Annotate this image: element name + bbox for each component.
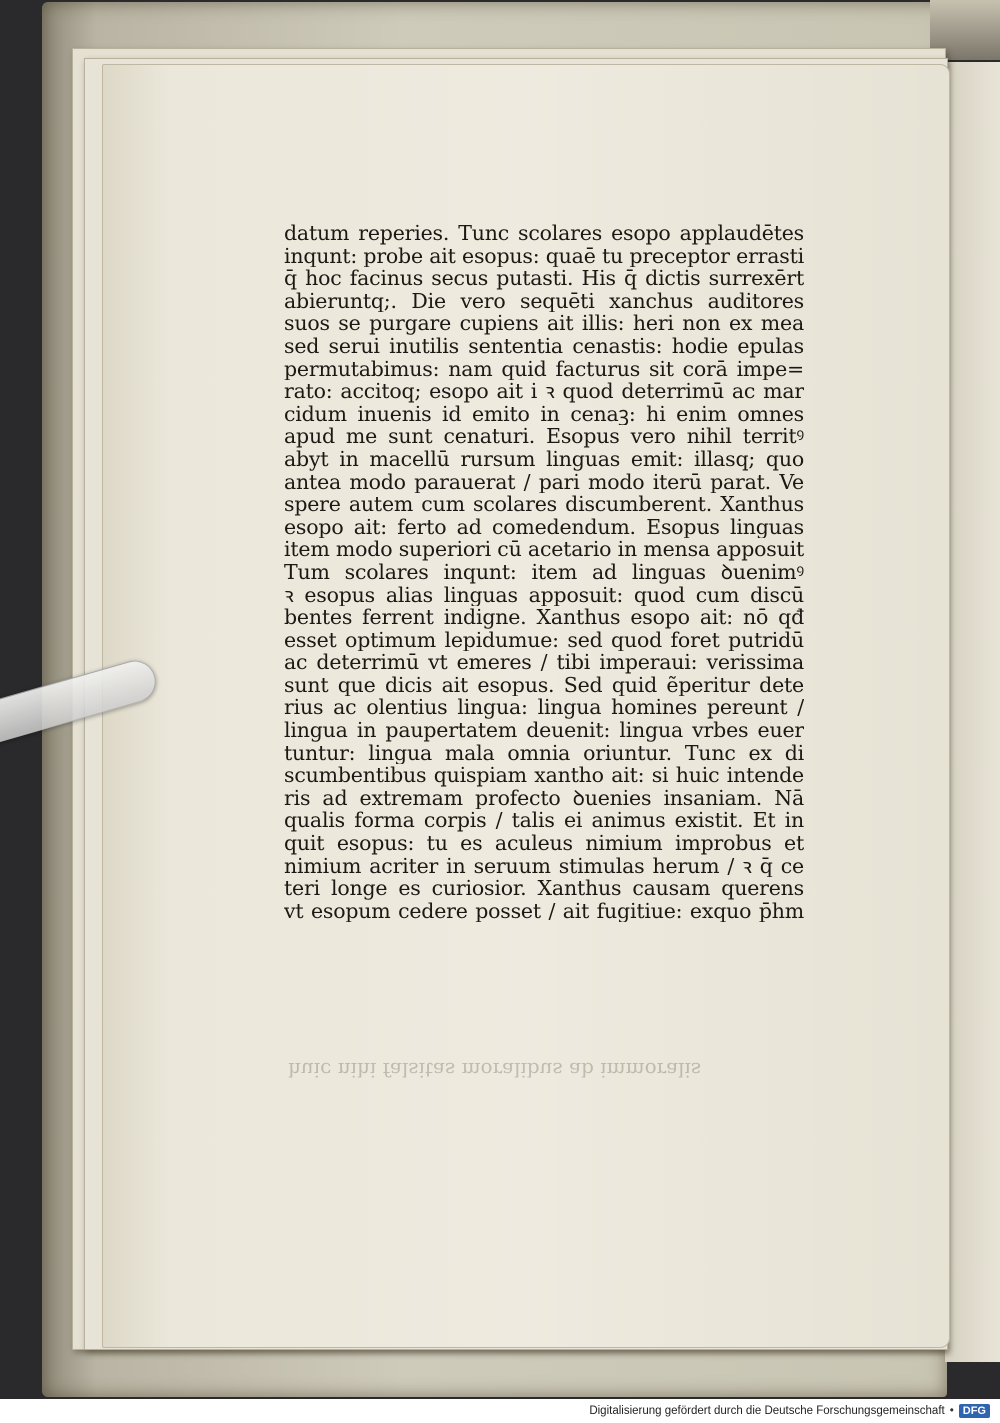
text-line: sed serui inutilis sententia cenastis: hodie epulas <box>284 334 804 358</box>
text-line: rato: accitoq; esopo ait i ꝛ quod deterrimū ac mar <box>284 380 804 403</box>
text-line: tuntur: lingua mala omnia oriuntur. Tunc ex di <box>284 741 804 765</box>
text-line: bentes ferrent indigne. Xanthus esopo ait: nō qđ <box>284 606 804 629</box>
text-line: esset optimum lepidumue: sed quod foret putridū <box>284 628 804 652</box>
text-line: qualis forma corpis / talis ei animus existit. Et in <box>284 809 804 833</box>
text-line: quit esopus: tu es aculeus nimium improbus et <box>284 832 804 855</box>
text-line: apud me sunt cenaturi. Esopus vero nihil territꝰ <box>284 425 804 448</box>
text-line: nimium acriter in seruum stimulas herum / ꝛ q̄ ce <box>284 854 804 878</box>
text-line: ac deterrimū vt emeres / tibi imperaui: verissima <box>284 651 804 674</box>
text-line: esopo ait: ferto ad comedendum. Esopus linguas <box>284 515 804 539</box>
text-line: scumbentibus quispiam xantho ait: si huic intende <box>284 764 804 787</box>
text-line: abieruntq;. Die vero sequēti xanchus auditores <box>284 289 804 313</box>
footer-separator: • <box>949 1405 954 1417</box>
text-line: spere autem cum scolares discumberent. Xanthus <box>284 493 804 516</box>
text-line: rius ac olentius lingua: lingua homines pereunt / <box>284 696 804 720</box>
printed-text-block <box>284 222 804 922</box>
text-line: teri longe es curiosior. Xanthus causam querens <box>284 877 804 900</box>
text-line: antea modo parauerat / pari modo iterū parat. Ve <box>284 470 804 494</box>
text-line: item modo superiori cū acetario in mensa apposuit <box>284 538 804 561</box>
bleed-through-text: huic nihi falsitas moralibus ab immoralis <box>288 1058 702 1082</box>
text-line: suos se purgare cupiens ait illis: heri non ex mea <box>284 312 804 335</box>
text-line: cidum inuenis id emito in cenaꝫ: hi enim omnes <box>284 402 804 426</box>
text-line: sunt que dicis ait esopus. Sed quid ẽperitur dete <box>284 673 804 697</box>
text-line: datum reperies. Tunc scolares esopo applaudētes <box>284 222 804 245</box>
text-line: abyt in macellū rursum linguas emit: illasq; quo <box>284 447 804 471</box>
text-line: vt esopum cedere posset / ait fugitiue: exquo p̄hm <box>284 899 804 923</box>
facing-page-edge <box>944 62 1000 1362</box>
text-line: q̄ hoc facinus secus putasti. His q̄ dictis surrexērt <box>284 267 804 290</box>
text-line: ꝛ esopus alias linguas apposuit: quod cum discū <box>284 583 804 607</box>
text-line: Tum scolares inqunt: item ad linguas ꝺuenimꝰ <box>284 560 804 584</box>
footer-credit: Digitalisierung gefördert durch die Deutsche Forschungsgemeinschaft <box>589 1405 945 1417</box>
text-line: ris ad extremam profecto ꝺuenies insaniam. Nā <box>284 786 804 810</box>
text-line: permutabimus: nam quid facturus sit corā impe= <box>284 357 804 381</box>
text-line: lingua in paupertatem deuenit: lingua vrbes euer <box>284 719 804 742</box>
digitization-footer <box>0 1399 1000 1423</box>
text-line: inqunt: probe ait esopus: quaē tu preceptor errasti <box>284 244 804 268</box>
dfg-logo-icon: DFG <box>959 1404 990 1418</box>
